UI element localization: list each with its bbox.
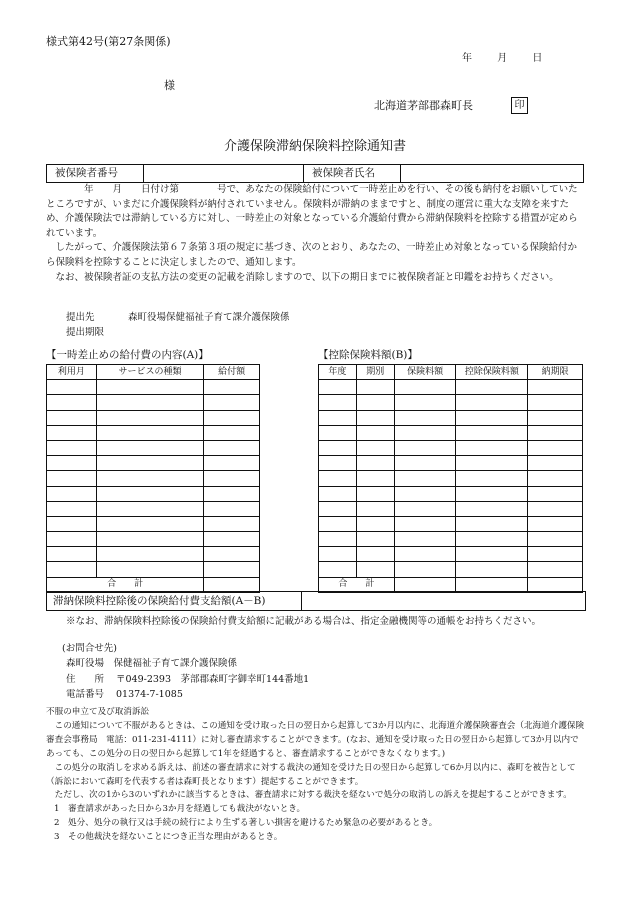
table-b-header-due-date: 納期限 [528,365,583,380]
table-cell[interactable] [319,410,357,425]
table-b-header-deducted: 控除保険料額 [456,365,528,380]
insured-number-field[interactable] [144,165,304,183]
table-cell[interactable] [47,486,97,501]
table-cell[interactable] [319,501,357,516]
table-cell[interactable] [456,547,528,562]
table-row [47,410,260,425]
appeal-heading: 不服の申立て及び取消訴訟 [46,707,150,717]
table-cell[interactable] [96,547,203,562]
phone-value: 01374-7-1085 [116,688,183,700]
table-a [46,364,260,593]
table-cell[interactable] [204,440,260,455]
table-cell[interactable] [319,440,357,455]
table-cell[interactable] [204,471,260,486]
table-cell[interactable] [47,425,97,440]
table-row [47,380,260,395]
appeal-item: 2 処分、処分の執行又は手続の続行により生ずる著しい損害を避けるため緊急の必要があるとき。 [54,818,438,829]
insured-name-label: 被保険者氏名 [304,165,401,183]
form-number: 様式第42号(第27条関係) [46,35,171,48]
table-cell[interactable] [204,456,260,471]
table-cell[interactable] [319,425,357,440]
table-cell[interactable] [528,562,583,577]
table-cell[interactable] [204,380,260,395]
table-cell[interactable] [319,380,357,395]
table-cell[interactable] [394,456,456,471]
table-cell[interactable] [356,562,394,577]
submit-to-value: 森町役場保健福祉子育て課介護保険係 [128,312,290,323]
table-row [47,547,260,562]
table-cell[interactable] [96,410,203,425]
table-cell[interactable] [204,486,260,501]
submit-to-label: 提出先 [66,312,95,323]
table-cell[interactable] [204,532,260,547]
table-row [319,547,583,562]
table-cell[interactable] [47,380,97,395]
table-a-heading: 【一時差止めの給付費の内容(A)】 [46,349,209,361]
table-cell[interactable] [47,501,97,516]
table-cell[interactable] [319,471,357,486]
recipient-honorific: 様 [164,79,175,92]
table-cell[interactable] [394,516,456,531]
table-a-header-amount: 給付額 [204,365,260,380]
table-cell[interactable] [456,486,528,501]
address-label: 住 所 [66,673,105,685]
table-cell[interactable] [96,562,203,577]
table-row [319,395,583,410]
table-cell[interactable] [96,516,203,531]
table-row [319,440,583,455]
table-cell[interactable] [456,532,528,547]
result-divider [301,592,302,610]
table-cell[interactable] [356,410,394,425]
table-cell[interactable] [528,501,583,516]
table-row [319,516,583,531]
table-cell[interactable] [204,562,260,577]
table-b-header-period: 期別 [356,365,394,380]
table-cell[interactable] [456,440,528,455]
contact-block [62,641,309,702]
table-cell[interactable] [96,456,203,471]
table-cell[interactable] [394,562,456,577]
table-cell[interactable] [528,410,583,425]
table-cell[interactable] [356,516,394,531]
table-cell[interactable] [47,547,97,562]
table-cell[interactable] [96,380,203,395]
table-cell[interactable] [394,410,456,425]
contact-heading: (お問合せ先) [62,643,117,654]
table-cell[interactable] [394,501,456,516]
date-line [440,52,542,67]
deadline-label: 提出期限 [66,327,105,338]
table-cell[interactable] [47,410,97,425]
appeal-paragraph: この処分の取消しを求める訴えは、前述の審査請求に対する裁決の通知を受けた日の翌日から起算して6か月以内に、森町を被告として（訴訟において森町を代表する者は森町長となります）提起することができます。 [46,762,576,787]
table-cell[interactable] [204,425,260,440]
table-row [47,425,260,440]
result-amount-label: 滞納保険料控除後の保険給付費支給額(A－B) [53,595,266,607]
table-cell[interactable] [96,425,203,440]
table-cell[interactable] [96,501,203,516]
table-cell[interactable] [394,440,456,455]
table-cell[interactable] [394,547,456,562]
table-b-total-label: 合 計 [319,577,395,592]
insured-number-label: 被保険者番号 [47,165,144,183]
table-a-total-label: 合 計 [47,577,204,592]
table-row [47,395,260,410]
table-cell[interactable] [204,516,260,531]
table-cell[interactable] [456,456,528,471]
table-cell[interactable] [456,562,528,577]
table-cell[interactable] [528,425,583,440]
table-cell[interactable] [394,425,456,440]
table-row [319,425,583,440]
table-a-header-month: 利用月 [47,365,97,380]
table-b-header-year: 年度 [319,365,357,380]
table-cell[interactable] [47,440,97,455]
month-label: 月 [497,53,508,64]
table-cell[interactable] [47,532,97,547]
table-cell[interactable] [528,380,583,395]
table-cell[interactable] [47,471,97,486]
table-row [47,501,260,516]
insured-name-field[interactable] [401,165,584,183]
notice-body [46,183,586,285]
table-cell[interactable] [96,486,203,501]
issuer-name: 北海道茅部郡森町長 [374,99,473,112]
table-cell[interactable] [356,425,394,440]
table-cell[interactable] [528,486,583,501]
table-row [47,516,260,531]
table-cell[interactable] [204,547,260,562]
table-cell[interactable] [319,532,357,547]
table-cell[interactable] [204,410,260,425]
table-cell[interactable] [528,456,583,471]
table-b-heading: 【控除保険料額(B)】 [318,349,418,361]
table-row [47,456,260,471]
year-label: 年 [462,53,472,64]
table-cell[interactable] [204,395,260,410]
table-cell[interactable] [319,395,357,410]
table-row [319,562,583,577]
table-cell[interactable] [528,547,583,562]
address-value: 〒049-2393 茅部郡森町字御幸町144番地1 [116,673,310,685]
seal-stamp: 印 [511,97,528,114]
appeal-item: 3 その他裁決を経ないことにつき正当な理由があるとき。 [54,832,283,843]
table-cell[interactable] [204,501,260,516]
table-row [47,440,260,455]
table-cell[interactable] [356,501,394,516]
contact-office: 森町役場 保健福祉子育て課介護保険係 [66,658,238,670]
table-cell[interactable] [528,516,583,531]
table-cell[interactable] [528,395,583,410]
table-cell[interactable] [356,547,394,562]
result-amount-box [46,591,586,611]
body-paragraph: なお、被保険者証の支払方法の変更の記載を消除しますので、以下の期日までに被保険者証と印鑑をお持ちください。 [46,271,559,283]
table-cell[interactable] [96,395,203,410]
submission-info [66,310,290,340]
table-cell[interactable] [356,380,394,395]
table-row [47,471,260,486]
table-row [47,562,260,577]
table-cell[interactable] [356,395,394,410]
table-row [319,410,583,425]
table-cell[interactable] [528,440,583,455]
table-cell[interactable] [394,532,456,547]
table-cell[interactable] [356,471,394,486]
table-row [47,532,260,547]
appeal-item: 1 審査請求があった日から3か月を経過しても裁決がないとき。 [54,804,306,815]
table-cell[interactable] [394,380,456,395]
body-paragraph: したがって、介護保険法第６７条第３項の規定に基づき、次のとおり、あなたの、一時差止め対象となっている保険給付から保険料を控除することに決定しましたので、通知します。 [46,242,578,268]
day-label: 日 [532,53,543,64]
table-b-header-premium: 保険料額 [394,365,456,380]
appeal-section [46,706,586,845]
table-cell[interactable] [356,456,394,471]
insured-id-table [46,164,584,183]
appeal-paragraph: この通知について不服があるときは、この通知を受け取った日の翌日から起算して3か月以内に、北海道介護保険審査会（北海道介護保険審査会事務局 電話：011-231-4111）に対し審査請求することができます。(なお、通知を受け取った日の翌日から起算して3か月以内であっても、この処分の日の翌日から起算して1年を経過すると、審査請求することができなくなります。) [46,720,585,759]
table-cell[interactable] [394,471,456,486]
table-cell[interactable] [47,395,97,410]
table-cell[interactable] [319,456,357,471]
table-cell[interactable] [356,486,394,501]
table-cell[interactable] [456,501,528,516]
phone-label: 電話番号 [66,688,105,700]
table-row [319,501,583,516]
table-row [47,486,260,501]
table-cell[interactable] [47,516,97,531]
table-a-header-service: サービスの種類 [96,365,203,380]
table-row [319,456,583,471]
table-cell[interactable] [96,440,203,455]
appeal-paragraph: ただし、次の1から3のいずれかに該当するときは、審査請求に対する裁決を経ないで処分の取消しの訴えを提起することができます。 [46,790,572,801]
table-row [319,532,583,547]
table-cell[interactable] [96,532,203,547]
table-cell[interactable] [456,410,528,425]
table-cell[interactable] [319,516,357,531]
table-cell[interactable] [394,486,456,501]
table-cell[interactable] [96,471,203,486]
table-cell[interactable] [47,562,97,577]
table-cell[interactable] [456,516,528,531]
table-row [319,380,583,395]
table-cell[interactable] [319,562,357,577]
bank-note: ※なお、滞納保険料控除後の保険給付費支給額に記載がある場合は、指定金融機関等の通帳をお持ちください。 [66,616,542,627]
table-cell[interactable] [528,532,583,547]
table-row [319,486,583,501]
table-cell[interactable] [319,547,357,562]
table-cell[interactable] [528,471,583,486]
table-cell[interactable] [456,425,528,440]
table-cell[interactable] [356,532,394,547]
table-cell[interactable] [394,395,456,410]
table-b [318,364,583,593]
table-cell[interactable] [456,471,528,486]
body-paragraph: 年 月 日付け第 号で、あなたの保険給付について一時差止めを行い、その後も納付をお願いしていたところですが、いまだに介護保険料が納付されていません。保険料が滞納のままですと、制度の運営に重大な支障を来すため、介護保険法では滞納している方に対し、一時差止の対象となっている介護給付費から滞納保険料を控除する措置が定められています。 [46,184,578,239]
table-cell[interactable] [319,486,357,501]
table-cell[interactable] [47,456,97,471]
table-cell[interactable] [456,395,528,410]
document-title: 介護保険滞納保険料控除通知書 [223,139,406,154]
table-cell[interactable] [456,380,528,395]
table-cell[interactable] [356,440,394,455]
table-row [319,471,583,486]
